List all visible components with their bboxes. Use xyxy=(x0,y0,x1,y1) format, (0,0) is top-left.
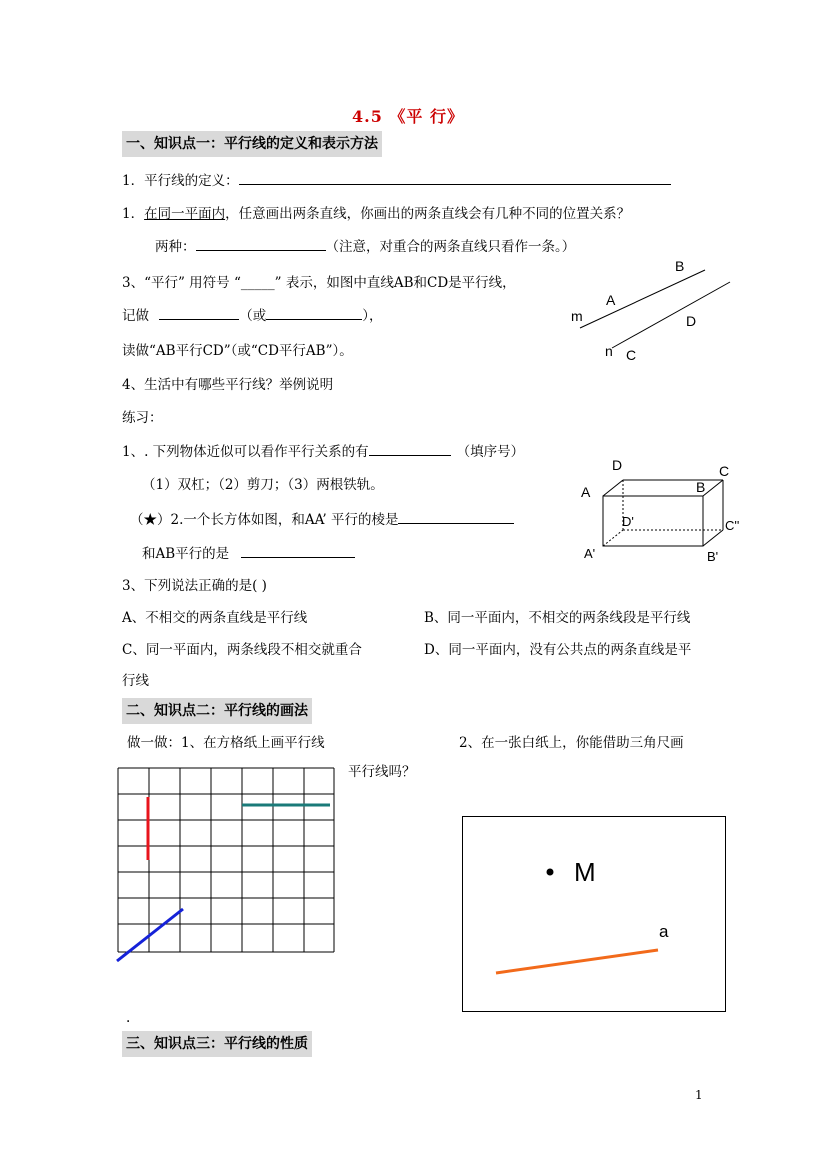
label-a: a xyxy=(659,922,669,941)
question-1 xyxy=(122,202,630,222)
label-n: n xyxy=(605,343,613,359)
practice-2 xyxy=(130,508,514,528)
label-a: A xyxy=(606,292,616,308)
grid-lines xyxy=(118,768,334,952)
practice-2b xyxy=(142,542,355,562)
practice-2-text: 2.一个长方体如图，和AA’ 平行的棱是 xyxy=(170,512,399,528)
star-icon: （★） xyxy=(130,512,171,528)
task-2: 2、在一张白纸上，你能借助三角尺画 xyxy=(459,735,684,751)
label-c-double-prime: C'' xyxy=(725,518,740,533)
blue-segment xyxy=(117,909,183,961)
question-3-read: 读做“AB平行CD”（或“CD平行AB”）。 xyxy=(122,343,353,359)
answer-blank-practice-2a[interactable] xyxy=(398,509,514,524)
edge-bc-bottom xyxy=(703,530,723,546)
question-definition-text: 1．平行线的定义： xyxy=(122,173,239,189)
question-1-number: 1． xyxy=(122,206,145,222)
option-a: A、不相交的两条直线是平行线 xyxy=(122,610,308,626)
question-4: 4、生活中有哪些平行线？举例说明 xyxy=(122,377,334,393)
cuboid-figure xyxy=(576,452,746,570)
edge-bc xyxy=(703,480,723,496)
answer-blank-practice-2b[interactable] xyxy=(241,543,355,558)
answer-label: 两种： xyxy=(155,239,196,255)
label-d: D xyxy=(686,313,697,329)
point-m-dot xyxy=(547,869,554,876)
record-label: 记做 xyxy=(122,308,149,324)
section-heading-3: 三、知识点三：平行线的性质 xyxy=(122,1031,312,1057)
practice-1 xyxy=(122,440,524,460)
cuboid-front-face xyxy=(603,496,703,546)
practice-3: 3、下列说法正确的是( ) xyxy=(122,578,267,594)
label-b: B xyxy=(675,258,685,274)
hidden-edge-ad xyxy=(603,530,623,546)
question-definition xyxy=(122,169,671,189)
record-or: （或 xyxy=(239,308,267,324)
label-c: C xyxy=(626,347,637,363)
task-2-continued: 平行线吗？ xyxy=(348,764,416,780)
answer-blank-two-kinds[interactable] xyxy=(196,236,326,251)
practice-1-text: 1、. 下列物体近似可以看作平行关系的有 xyxy=(122,444,369,460)
label-a: A xyxy=(581,484,591,500)
task-1: 做一做：1、在方格纸上画平行线 xyxy=(127,735,325,751)
answer-blank-practice-1[interactable] xyxy=(369,441,451,456)
option-b: B、同一平面内，不相交的两条线段是平行线 xyxy=(424,610,691,626)
label-d-prime: D' xyxy=(622,514,634,529)
label-m: m xyxy=(571,308,583,324)
parallel-lines-figure xyxy=(560,252,740,367)
label-m: M xyxy=(574,857,596,887)
question-3: 3、“平行” 用符号 “_____” 表示，如图中直线AB和CD是平行线， xyxy=(122,275,516,291)
practice-1-items: （1）双杠；（2）剪刀；（3）两根铁轨。 xyxy=(142,477,384,493)
page-title: 4.5 《平 行》 xyxy=(352,107,464,126)
label-b: B xyxy=(696,479,706,495)
answer-note: （注意，对重合的两条直线只看作一条。） xyxy=(325,239,576,255)
answer-blank-record-2[interactable] xyxy=(266,305,362,320)
answer-blank-record-1[interactable] xyxy=(159,305,239,320)
page-number: 1 xyxy=(695,1088,703,1102)
record-close: ）， xyxy=(362,308,383,324)
option-d-continued: 行线 xyxy=(122,673,149,689)
option-d: D、同一平面内，没有公共点的两条直线是平 xyxy=(424,642,692,658)
practice-1-tail: （填序号） xyxy=(456,444,525,460)
line-cd xyxy=(612,282,730,348)
label-a-prime: A' xyxy=(584,546,596,561)
edge-ad xyxy=(603,480,623,496)
question-3-record xyxy=(122,304,383,324)
label-b-prime: B' xyxy=(707,549,719,564)
practice-2b-text: 和AB平行的是 xyxy=(142,546,230,562)
orange-line-a xyxy=(496,950,658,973)
option-c: C、同一平面内，两条线段不相交就重合 xyxy=(122,642,362,658)
section-heading-1: 一、知识点一：平行线的定义和表示方法 xyxy=(122,131,382,157)
grid-paper[interactable] xyxy=(110,763,342,968)
practice-label: 练习： xyxy=(122,410,163,426)
section-heading-2: 二、知识点二：平行线的画法 xyxy=(122,698,312,724)
question-1-text: ，任意画出两条直线，你画出的两条直线会有几种不同的位置关系？ xyxy=(225,206,631,222)
answer-blank-definition[interactable] xyxy=(239,170,671,185)
dot-mark: . xyxy=(126,1010,131,1026)
question-1-underlined: 在同一平面内 xyxy=(144,206,226,222)
white-paper-box[interactable] xyxy=(462,816,726,1012)
white-paper-drawing xyxy=(463,817,725,1011)
label-d: D xyxy=(612,457,623,473)
question-1-answer xyxy=(155,235,575,255)
label-c: C xyxy=(719,463,730,479)
